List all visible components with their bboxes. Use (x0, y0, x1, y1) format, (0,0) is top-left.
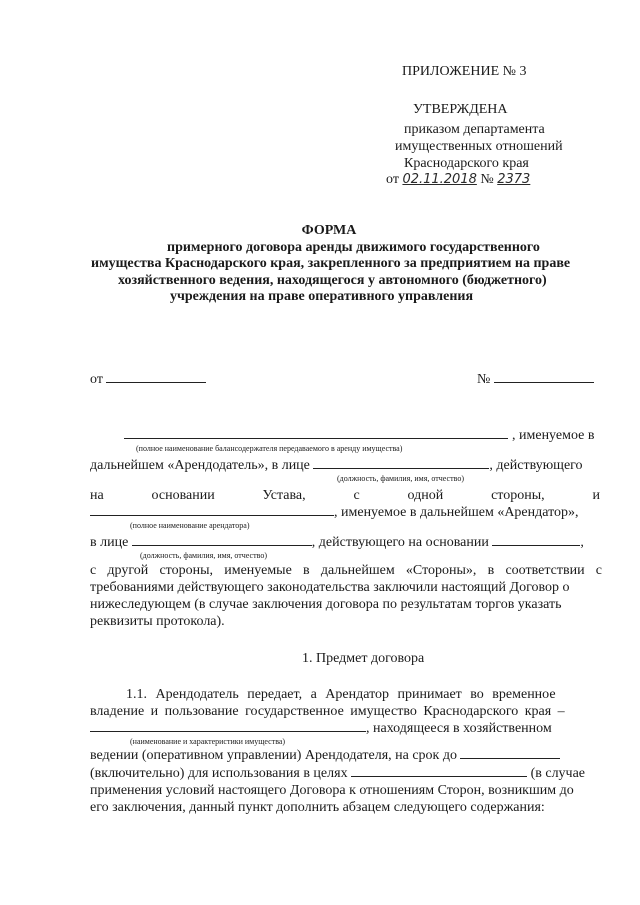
lessee-rep-prefix: в лице (90, 535, 129, 550)
basis-word-6: стороны, (491, 488, 545, 503)
purpose-suffix: (в случае (530, 766, 586, 781)
lessee-rep-end: , (580, 535, 584, 550)
lessee-rep-row (90, 535, 584, 551)
clause-1-1-purpose-row (90, 766, 585, 782)
lessor-rep-suffix: , действующего (489, 458, 583, 473)
title-line-4: учреждения на праве оперативного управления (170, 289, 474, 304)
lessee-name-caption: (полное наименование арендатора) (130, 521, 250, 530)
basis-word-3: Устава, (262, 488, 306, 503)
title-line-1: примерного договора аренды движимого государственного (167, 240, 540, 255)
term-blank[interactable] (460, 758, 560, 759)
lessor-rep-prefix: дальнейшем «Арендодатель», в лице (90, 458, 310, 473)
parties-line-3: нижеследующем (в случае заключения договора по результатам торгов указать (90, 597, 562, 612)
title-line-2: имущества Краснодарского края, закрепленного за предприятием на праве (91, 256, 571, 271)
lessee-rep-blank[interactable] (132, 545, 312, 546)
lessee-name-blank[interactable] (90, 515, 334, 516)
approved-label: УТВЕРЖДЕНА (413, 102, 508, 117)
section-1-heading: 1. Предмет договора (302, 651, 425, 666)
clause-1-1-line-2: владение и пользование государственное имущество Краснодарского края – (90, 704, 565, 719)
order-line-1: приказом департамента (404, 122, 545, 137)
basis-word-4: с (353, 488, 360, 503)
property-caption: (наименование и характеристики имущества) (130, 737, 286, 746)
parties-line-1: с другой стороны, именуемые в дальнейшем «Стороны», в соответствии с (90, 563, 602, 578)
contract-number-blank[interactable] (494, 382, 594, 383)
clause-1-1-line-1: 1.1. Арендодатель передает, а Арендатор принимает во временное (126, 687, 556, 702)
lessee-rep-caption: (должность, фамилия, имя, отчество) (140, 551, 267, 560)
lessee-name-suffix: , именуемое в дальнейшем «Арендатор», (334, 505, 579, 520)
contract-number-field (477, 372, 594, 388)
basis-word-2: основании (151, 488, 215, 503)
lessor-name-row (124, 428, 594, 444)
basis-word-5: одной (407, 488, 444, 503)
number-prefix: № (480, 172, 494, 187)
date-prefix: от (386, 172, 399, 187)
clause-1-1-term-row (90, 748, 560, 764)
lessor-name-blank[interactable] (124, 438, 508, 439)
contract-date-blank[interactable] (106, 382, 206, 383)
title-line-3: хозяйственного ведения, находящегося у автономного (бюджетного) (118, 273, 547, 288)
lessor-name-caption: (полное наименование балансодержателя передаваемого в аренду имущества) (136, 444, 403, 453)
contract-date-field (90, 372, 206, 388)
handwritten-number: 2373 (497, 172, 531, 187)
basis-row (90, 488, 600, 504)
order-date-line (386, 172, 530, 188)
clause-1-1-line-6: применения условий настоящего Договора к отношениям Сторон, возникшим до (90, 783, 574, 798)
lessor-rep-blank[interactable] (313, 468, 489, 469)
contract-number-prefix: № (477, 372, 491, 387)
lessee-name-row (90, 505, 579, 521)
clause-1-1-line-7: его заключения, данный пункт дополнить абзацем следующего содержания: (90, 800, 545, 815)
lessee-basis-blank[interactable] (492, 545, 580, 546)
term-label: ведении (оперативном управлении) Арендодателя, на срок до (90, 748, 457, 763)
lessor-rep-caption: (должность, фамилия, имя, отчество) (337, 474, 464, 483)
form-title: ФОРМА (301, 223, 357, 238)
parties-line-4: реквизиты протокола). (90, 614, 225, 629)
property-suffix: , находящееся в хозяйственном (366, 721, 552, 736)
order-line-2: имущественных отношений (395, 139, 563, 154)
appendix-label: ПРИЛОЖЕНИЕ № 3 (402, 64, 527, 79)
basis-word-1: на (90, 488, 104, 503)
parties-line-2: требованиями действующего законодательства заключили настоящий Договор о (90, 580, 570, 595)
contract-date-prefix: от (90, 372, 103, 387)
lessor-name-suffix: , именуемое в (512, 428, 595, 443)
lessee-rep-mid: , действующего на основании (311, 535, 489, 550)
purpose-label: (включительно) для использования в целях (90, 766, 348, 781)
clause-1-1-property-row (90, 721, 552, 737)
purpose-blank[interactable] (351, 776, 527, 777)
property-blank[interactable] (90, 731, 366, 732)
basis-word-7: и (592, 488, 600, 503)
order-line-3: Краснодарского края (404, 156, 529, 171)
lessor-rep-row (90, 458, 583, 474)
handwritten-date: 02.11.2018 (402, 172, 477, 187)
